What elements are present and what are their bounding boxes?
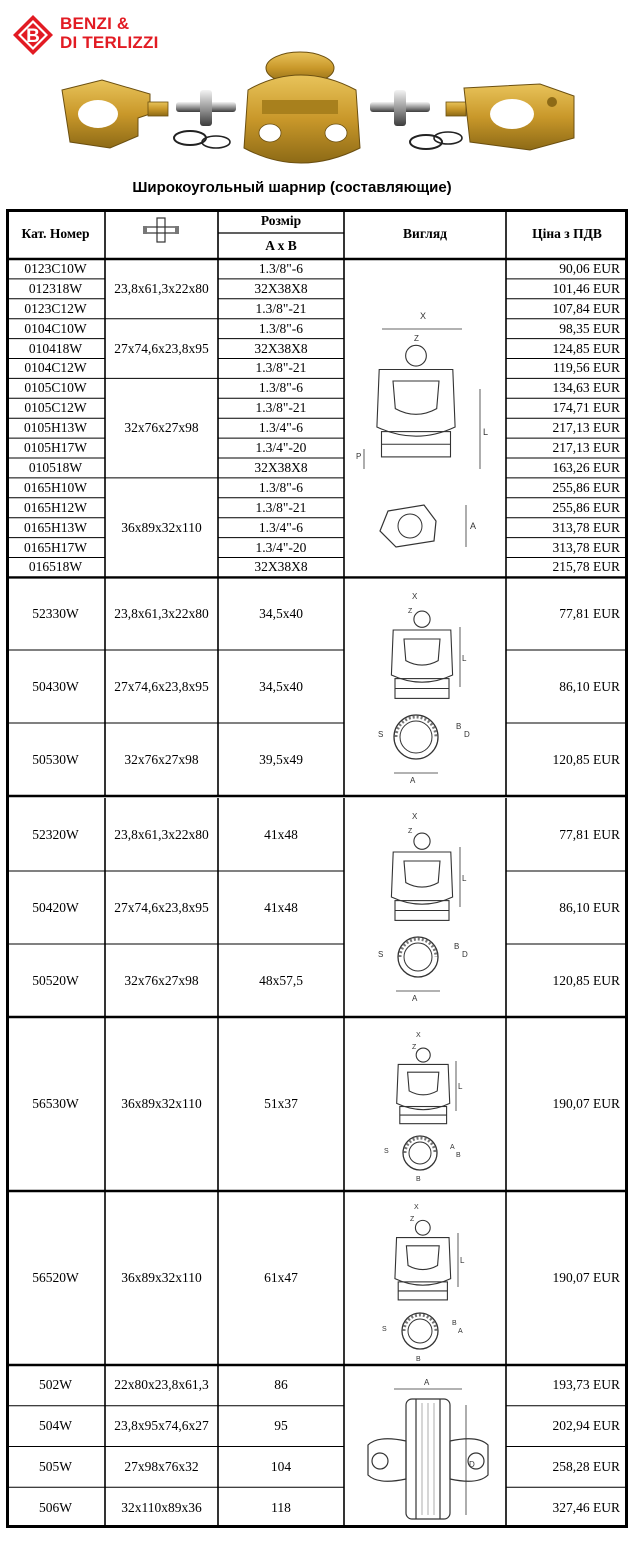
center-housing-icon: [244, 52, 360, 163]
svg-text:L: L: [462, 874, 467, 883]
catalog-number: 50420W: [32, 899, 79, 915]
header-view: Вигляд: [403, 226, 447, 241]
price-value: 174,71 EUR: [552, 400, 620, 416]
svg-text:D: D: [469, 1460, 475, 1469]
catalog-number: 010418W: [28, 340, 83, 356]
yoke-drawing-profile-b: [378, 807, 478, 1012]
cross-size-value: 36x89x32x110: [121, 519, 202, 535]
svg-text:L: L: [460, 1256, 465, 1265]
size-value: 1.3/8"-6: [258, 320, 304, 336]
svg-text:B: B: [454, 942, 460, 951]
cross-joint-icon: [143, 217, 179, 248]
catalog-number: 56530W: [32, 1096, 79, 1111]
price-value: 313,78 EUR: [552, 519, 620, 535]
catalog-number: 016518W: [28, 559, 83, 575]
cross-size-value: 36x89x32x110: [121, 1096, 202, 1111]
svg-text:L: L: [483, 427, 489, 437]
size-value: 32X38X8: [254, 459, 308, 475]
svg-text:A: A: [470, 521, 477, 531]
price-value: 217,13 EUR: [552, 420, 620, 436]
size-value: 41x48: [264, 826, 298, 842]
joint-components-illustration: [0, 38, 640, 180]
svg-text:X: X: [412, 812, 418, 821]
catalog-number: 52320W: [32, 826, 79, 842]
price-value: 163,26 EUR: [552, 459, 620, 475]
catalog-number: 52330W: [32, 605, 79, 621]
svg-text:L: L: [462, 654, 467, 663]
svg-text:X: X: [412, 592, 418, 601]
svg-text:X: X: [420, 311, 427, 321]
price-value: 202,94 EUR: [552, 1418, 620, 1434]
svg-text:P: P: [356, 452, 362, 461]
catalog-number: 50530W: [32, 751, 79, 767]
right-cross-icon: [370, 90, 462, 149]
size-value: 1.3/8"-21: [255, 400, 307, 416]
yoke-drawing-profile-c: [384, 1027, 474, 1192]
cross-size-value: 23,8x61,3x22x80: [114, 826, 209, 842]
catalog-number: 0165H13W: [24, 519, 87, 535]
left-cross-icon: [174, 90, 236, 148]
header-size: Розмір: [260, 213, 302, 228]
yoke-drawing-bore: [352, 279, 492, 584]
right-yoke-icon: [446, 84, 574, 150]
size-value: 1.3/4"-6: [258, 420, 304, 436]
price-value: 190,07 EUR: [552, 1096, 620, 1111]
cross-size-value: 32x76x27x98: [124, 751, 199, 767]
header-size-sub: A x B: [265, 238, 297, 253]
brand-name-line1: BENZI &: [60, 14, 130, 33]
cross-size-value: 23,8x61,3x22x80: [114, 605, 209, 621]
cross-size-value: 27x74,6x23,8x95: [114, 899, 209, 915]
size-value: 1.3/8"-6: [258, 380, 304, 396]
size-value: 32X38X8: [254, 280, 308, 296]
catalog-number: 0104C12W: [24, 360, 87, 376]
price-value: 255,86 EUR: [552, 499, 620, 515]
svg-text:S: S: [384, 1148, 389, 1155]
cross-size-value: 32x110x89x36: [121, 1499, 202, 1515]
price-value: 101,46 EUR: [552, 280, 620, 296]
svg-text:S: S: [382, 1326, 387, 1333]
price-value: 90,06 EUR: [559, 260, 620, 276]
page-caption: Широкоугольный шарнир (составляющие): [132, 179, 452, 196]
price-value: 215,78 EUR: [552, 559, 620, 575]
size-value: 1.3/8"-21: [255, 499, 307, 515]
catalog-number: 0123C12W: [24, 300, 87, 316]
brand-mark-letter: B: [26, 26, 40, 47]
catalog-number: 506W: [39, 1499, 72, 1515]
svg-text:Z: Z: [414, 334, 419, 343]
cross-size-value: 36x89x32x110: [121, 1270, 202, 1285]
svg-text:A: A: [412, 994, 418, 1003]
svg-text:D: D: [462, 950, 468, 959]
svg-text:A: A: [458, 1328, 463, 1335]
size-value: 1.3/8"-6: [258, 479, 304, 495]
size-value: 1.3/4"-20: [255, 539, 307, 555]
size-value: 51x37: [264, 1096, 298, 1111]
price-value: 255,86 EUR: [552, 479, 620, 495]
size-value: 61x47: [264, 1270, 298, 1285]
svg-text:S: S: [378, 950, 384, 959]
svg-text:B: B: [456, 722, 462, 731]
svg-text:B: B: [456, 1152, 461, 1159]
svg-text:A: A: [410, 776, 416, 785]
price-value: 190,07 EUR: [552, 1270, 620, 1285]
catalog-number: 0165H12W: [24, 499, 87, 515]
cross-size-value: 22x80x23,8x61,3: [114, 1377, 209, 1393]
svg-text:A: A: [424, 1378, 430, 1387]
svg-text:B: B: [452, 1320, 457, 1327]
header-price: Ціна з ПДВ: [532, 226, 602, 241]
price-table: [6, 209, 628, 1528]
svg-text:Z: Z: [412, 1044, 417, 1051]
cross-size-value: 32x76x27x98: [124, 420, 199, 436]
price-value: 77,81 EUR: [559, 826, 620, 842]
price-value: 119,56 EUR: [553, 360, 620, 376]
svg-text:X: X: [416, 1032, 421, 1039]
catalog-number: 0105H17W: [24, 440, 87, 456]
size-value: 1.3/4"-6: [258, 519, 304, 535]
svg-text:D: D: [464, 730, 470, 739]
catalog-number: 0105H13W: [24, 420, 87, 436]
catalog-number: 502W: [39, 1377, 72, 1393]
catalog-number: 0165H10W: [24, 479, 87, 495]
catalog-number: 0104C10W: [24, 320, 87, 336]
cross-size-value: 23,8x61,3x22x80: [114, 280, 209, 296]
size-value: 118: [271, 1499, 291, 1515]
brand-name-line2: DI TERLIZZI: [60, 33, 159, 52]
price-value: 120,85 EUR: [552, 751, 620, 767]
price-value: 258,28 EUR: [552, 1458, 620, 1474]
size-value: 95: [274, 1418, 288, 1434]
price-value: 217,13 EUR: [552, 440, 620, 456]
price-value: 86,10 EUR: [559, 678, 620, 694]
svg-text:S: S: [378, 730, 384, 739]
yoke-drawing-profile-d: [382, 1199, 474, 1372]
catalog-number: 0123C10W: [24, 260, 87, 276]
cross-size-value: 27x74,6x23,8x95: [114, 678, 209, 694]
size-value: 32X38X8: [254, 340, 308, 356]
svg-text:Z: Z: [408, 608, 413, 615]
catalog-number: 010518W: [28, 459, 83, 475]
price-value: 98,35 EUR: [559, 320, 620, 336]
price-value: 77,81 EUR: [559, 605, 620, 621]
price-value: 327,46 EUR: [552, 1499, 620, 1515]
size-value: 32X38X8: [254, 559, 308, 575]
size-value: 34,5x40: [259, 605, 303, 621]
catalog-number: 012318W: [28, 280, 83, 296]
catalog-number: 505W: [39, 1458, 72, 1474]
yoke-drawing-profile-a: [378, 587, 478, 792]
price-value: 313,78 EUR: [552, 539, 620, 555]
cross-size-value: 27x74,6x23,8x95: [114, 340, 209, 356]
price-value: 134,63 EUR: [552, 380, 620, 396]
size-value: 1.3/8"-21: [255, 300, 307, 316]
catalog-number: 50520W: [32, 972, 79, 988]
catalog-number: 50430W: [32, 678, 79, 694]
left-yoke-icon: [62, 80, 168, 148]
size-value: 1.3/8"-21: [255, 360, 307, 376]
svg-text:X: X: [414, 1204, 419, 1211]
svg-text:Z: Z: [410, 1216, 415, 1223]
price-value: 120,85 EUR: [552, 972, 620, 988]
size-value: 48x57,5: [259, 972, 303, 988]
catalog-number: 0105C12W: [24, 400, 87, 416]
size-value: 104: [270, 1458, 292, 1474]
cross-size-value: 27x98x76x32: [124, 1458, 199, 1474]
header-catalog-number: Кат. Номер: [21, 226, 90, 241]
svg-text:L: L: [458, 1082, 463, 1091]
svg-text:Z: Z: [408, 828, 413, 835]
catalog-number: 0105C10W: [24, 380, 87, 396]
size-value: 86: [274, 1377, 288, 1393]
size-value: 1.3/8"-6: [258, 260, 304, 276]
size-value: 41x48: [264, 899, 298, 915]
cross-size-value: 23,8x95x74,6x27: [114, 1418, 209, 1434]
size-value: 39,5x49: [259, 751, 303, 767]
svg-text:B: B: [416, 1176, 421, 1183]
svg-text:B: B: [416, 1356, 421, 1363]
price-value: 107,84 EUR: [552, 300, 620, 316]
catalog-number: 504W: [39, 1418, 72, 1434]
svg-text:A: A: [450, 1144, 455, 1151]
catalog-number: 56520W: [32, 1270, 79, 1285]
housing-drawing: [358, 1375, 498, 1530]
cross-size-value: 32x76x27x98: [124, 972, 199, 988]
price-value: 193,73 EUR: [552, 1377, 620, 1393]
size-value: 34,5x40: [259, 678, 303, 694]
catalog-number: 0165H17W: [24, 539, 87, 555]
size-value: 1.3/4"-20: [255, 440, 307, 456]
price-value: 124,85 EUR: [552, 340, 620, 356]
price-value: 86,10 EUR: [559, 899, 620, 915]
